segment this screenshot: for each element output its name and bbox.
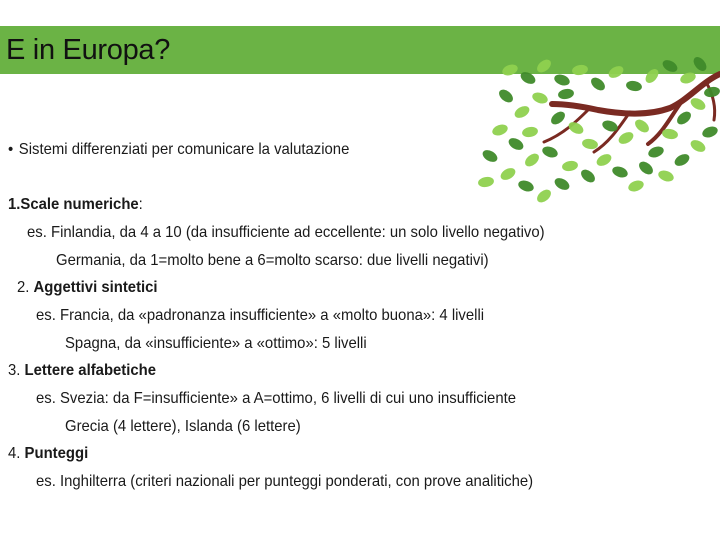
section-1-line-2: Germania, da 1=molto bene a 6=molto scarso: due livelli negativi) xyxy=(56,252,489,269)
bullet-text: Sistemi differenziati per comunicare la valutazione xyxy=(18,141,350,158)
section-2-line-1: es. Francia, da «padronanza insufficiente» a «molto buona»: 4 livelli xyxy=(36,307,485,324)
section-4-number: 4. xyxy=(8,445,21,462)
section-2-heading xyxy=(17,278,158,298)
slide-title: E in Europa? xyxy=(6,34,171,66)
section-3-number: 3. xyxy=(8,362,21,379)
section-3-line-2: Grecia (4 lettere), Islanda (6 lettere) xyxy=(65,418,301,435)
section-1-number: 1. xyxy=(8,196,21,213)
section-3-heading xyxy=(8,361,156,381)
section-1-suffix: : xyxy=(138,196,143,213)
section-4-line-1: es. Inghilterra (criteri nazionali per punteggi ponderati, con prove analitiche) xyxy=(36,473,534,490)
bullet-line xyxy=(8,140,349,160)
section-2-number: 2. xyxy=(17,279,30,296)
section-1-title: Scale numeriche xyxy=(20,196,139,213)
section-2-title: Aggettivi sintetici xyxy=(33,279,158,296)
section-2-line-2: Spagna, da «insufficiente» a «ottimo»: 5 livelli xyxy=(65,335,367,352)
section-1-heading xyxy=(8,195,143,215)
bullet-dot-icon: • xyxy=(8,141,14,158)
section-1-line-1: es. Finlandia, da 4 a 10 (da insufficiente ad eccellente: un solo livello negativo) xyxy=(27,224,545,241)
section-3-line-1: es. Svezia: da F=insufficiente» a A=ottimo, 6 livelli di cui uno insufficiente xyxy=(36,390,517,407)
section-4-heading xyxy=(8,444,88,464)
section-4-title: Punteggi xyxy=(24,445,89,462)
section-3-title: Lettere alfabetiche xyxy=(24,362,157,379)
